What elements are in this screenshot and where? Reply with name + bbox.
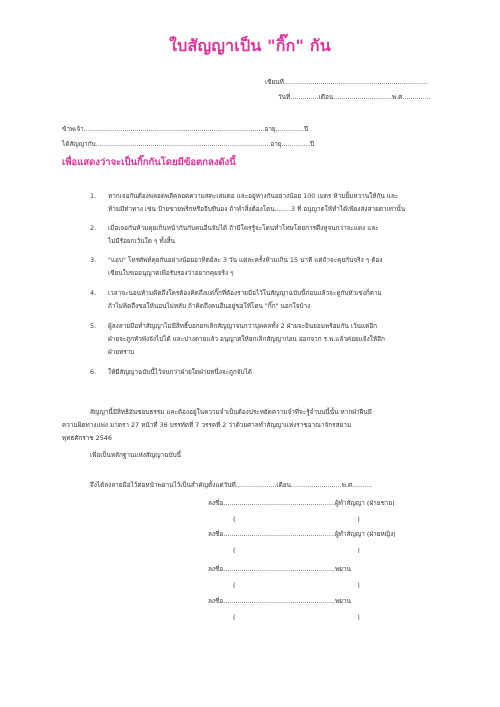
signature-name-paren: ( ): [233, 581, 360, 589]
witness-signature-line: ลงชื่อ.......................................................พยาน: [208, 565, 351, 573]
signature-line: ลงชื่อ.......................................................ผู้ทำสัญญา (ฝ่ายหญิง): [208, 530, 396, 538]
date-line: วันที่..............เดือน.............................พ.ศ..............: [278, 93, 431, 101]
clause-line: ฝ่ายจะถูกหัวพังจังไปได้ และปางตายแล้ว อนุญาตให้ยกเลิกสัญญาก่อน ออกจาก ร.พ.แล้วค่อยแจ้งให้อีก: [108, 335, 385, 343]
closing-line: ความผิดทางแพ่ง มาตรา 27 หน้าที่ 36 บรรทัดที่ 7 วรรคที่ 2 ว่าด้วยศาลทำสัญญาแห่งราชอาณาจักรสยาม: [62, 421, 352, 429]
signature-name-paren: ( ): [233, 613, 360, 621]
clause-number: 3.: [90, 256, 97, 264]
closing-line: สัญญานี้มีสิทธิอันชอบธรรม และต้องอยู่ในความจำเป็นต้องประหยัดความจำที่จะรู้จำบนนี้นั้น หากฝ่าฝืนมี: [90, 408, 372, 416]
conditions-heading: เพื่อแสดงว่าจะเป็นกิ๊กกันโดยมีข้อตกลงดังนี้: [62, 157, 236, 168]
clause-number: 6.: [90, 368, 97, 376]
clause-line: ไม่มีร้อยกเว้นใด ๆ ทั้งสิ้น: [108, 237, 176, 245]
party1-line: ข้าพเจ้า.........................................................................................อายุ..............ปี: [62, 125, 309, 133]
clause-number: 2.: [90, 224, 97, 232]
clause-line: "แอบ" โทรศัพท์คุยกันอย่างน้อยอาทิตย์ละ 3 วัน แต่ละครั้งห้ามเกิน 15 นาที แต่ถ้าจะคุยกันจริง ๆ ต้อง: [108, 256, 383, 264]
clause-line: ถ้าไม่คิดถึงขอให้นอนไม่หลับ ถ้าคิดถึงคนอื่นอยู่ขอให้โดน "กิ๊ก" นอกใจบ้าง: [108, 302, 311, 310]
clause-line: เวลาจะนอนห้ามคิดถึงใครต้องคิดถึงแต่กิ๊กที่ต้องรายมือไว้ในสัญญาฉบับนี้ก่อนแล้วจะดูกับหัวเข่งก็ตาม: [108, 289, 382, 297]
document-title: ใบสัญญาเป็น "กิ๊ก" กัน: [169, 36, 331, 55]
clause-number: 1.: [90, 192, 97, 200]
clause-number: 4.: [90, 289, 97, 297]
clause-line: เมื่อเจอกันห้ามคุยเกินหน้ากันกับคนอื่นจับได้ ถ้ามีใครรู้จะโดนทำโทษโดยการดึงหูจนกว่าจะแดง และ: [108, 224, 379, 232]
signature-line: ลงชื่อ.......................................................ผู้ทำสัญญา (ฝ่ายชาย): [208, 499, 395, 507]
sign-intro-line: จึงได้ลงลายมือไว้ต่อหน้าพยานไว้เป็นสำคัญตั้งแต่วันที่....................เดือน.........................พ.ศ..........: [90, 481, 373, 489]
clause-line: ฝ่ายทราบ: [108, 348, 135, 356]
clause-number: 5.: [90, 322, 97, 330]
clause-line: หากเจอกันต้องพลอดพลีคลอดความสตะเสมตอ และอยู่ห่างกันอย่างน้อย 100 เมตร ห้ามยิ้มหวานให้กัน และ: [108, 192, 399, 200]
signature-name-paren: ( ): [233, 515, 360, 523]
evidence-line: เพื่อเป็นหลักฐานแห่งสัญญาฉบับนี้: [90, 451, 181, 459]
signature-name-paren: ( ): [233, 546, 360, 554]
clause-line: ห้ามมีท่าทาง เช่น ป้ายขายพริกหรือจีบทีนอง ถ้าทำสิ่งต้องโดน........3 ที่ อนุญาตให้ทำได้เพียงส่งสายตาเท่านั้น: [108, 205, 406, 213]
party2-line: ได้สัญญากับ......................................................................................อายุ..............ปี: [62, 140, 315, 148]
clause-line: ผู้ลงลายมือทำสัญญาไม่มีสิทธิ์บอกยกเลิกสัญญาจนกว่าบุคคลทั้ง 2 ฝ่ายจะยินยอมพร้อมกัน เว้นแต่อีก: [108, 322, 378, 330]
clause-line: เขียนใบขออนุญาตเพื่อรับรองว่าอยากคุยจริง ๆ: [108, 269, 234, 277]
written-at-line: เขียนที่.......................................................................: [265, 78, 429, 86]
clause-line: ให้มีสัญญาฉบับนี้ไว้จนกว่าฝ่ายใดฝ่ายหนึ่งจะถูกจับได้: [108, 368, 252, 376]
witness-signature-line: ลงชื่อ.......................................................พยาน: [208, 597, 351, 605]
closing-line: พุทธศักราช 2546: [62, 434, 112, 442]
